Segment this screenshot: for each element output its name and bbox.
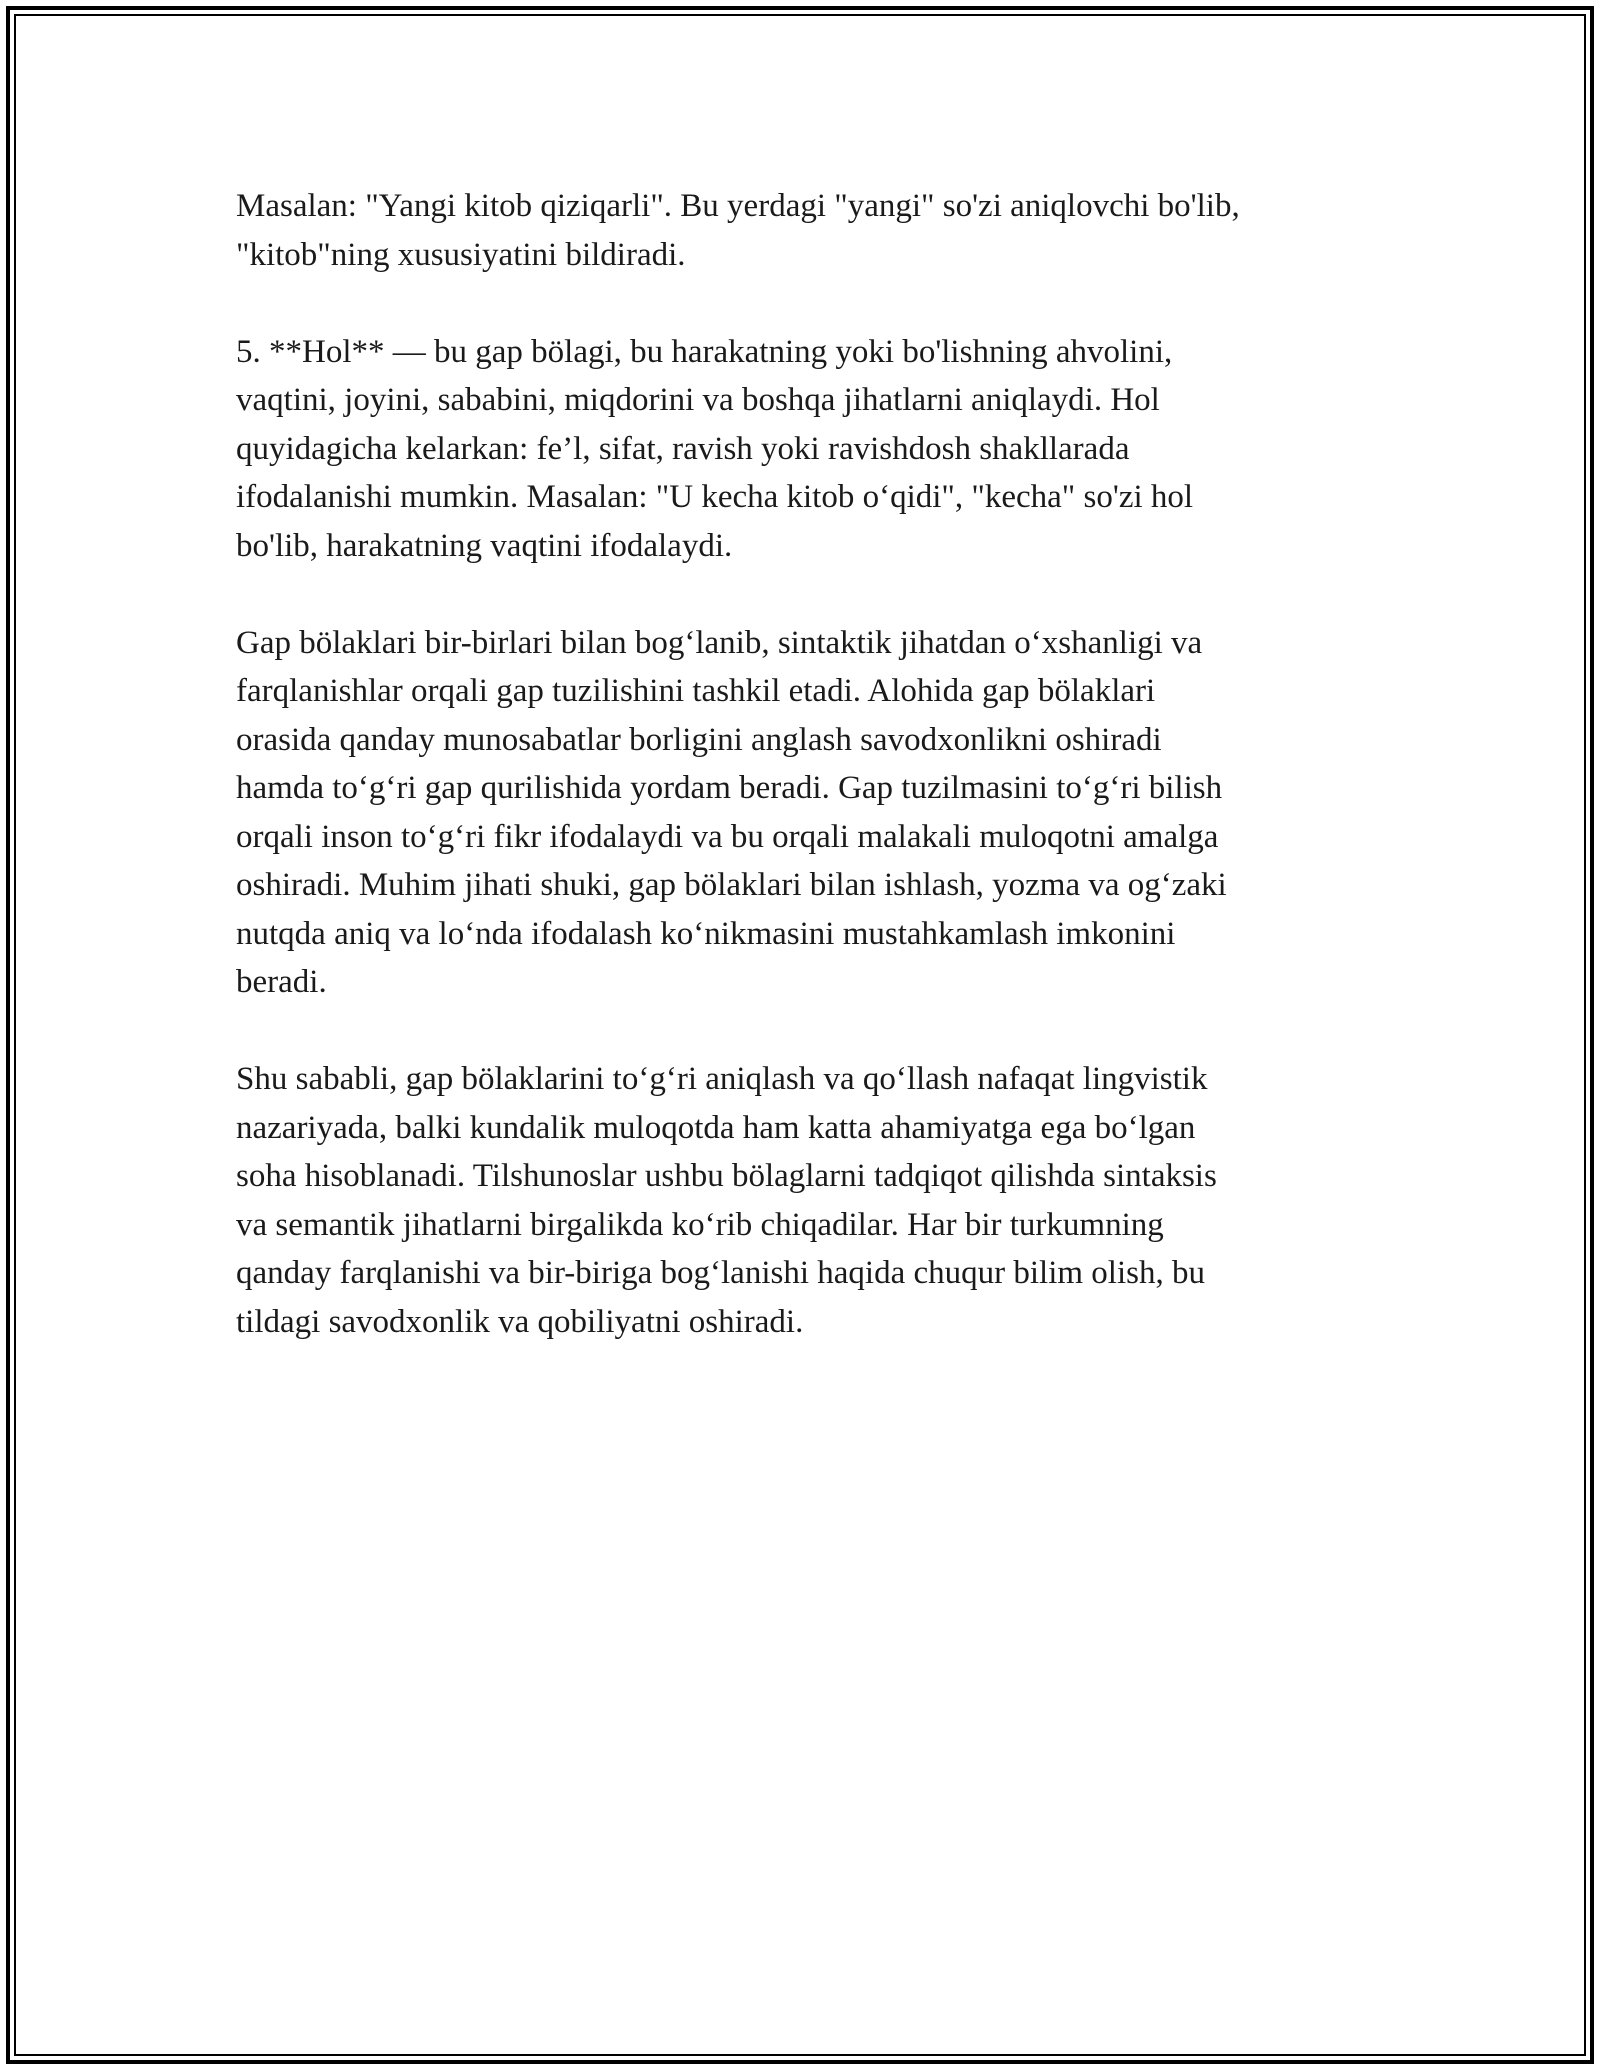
paragraph-gap-bolaklari: Gap bölaklari bir-birlari bilan bog‘lanib, sintaktik jihatdan o‘xshanligi va farqlanishlar orqali gap tuzilishini tashkil etadi. Alohida gap bölaklari orasida qanday munosabatlar borligini anglash savodxonlikni oshiradi hamda to‘g‘ri gap qurilishida yordam beradi. Gap tuzilmasini to‘g‘ri bilish orqali inson to‘g‘ri fikr ifodalaydi va bu orqali malakali muloqotni amalga oshiradi. Muhim jihati shuki, gap bölaklari bilan ishlash, yozma va og‘zaki nutqda aniq va lo‘nda ifodalash ko‘nikmasini mustahkamlash imkonini beradi.	[236, 624, 1227, 1000]
document-body	[236, 182, 1376, 1395]
paragraph-hol-definition: 5. **Hol** — bu gap bölagi, bu harakatning yoki bo'lishning ahvolini, vaqtini, joyini, sababini, miqdorini va boshqa jihatlarni aniqlaydi. Hol quyidagicha kelarkan: fe’l, sifat, ravish yoki ravishdosh shakllarada ifodalanishi mumkin. Masalan: "U kecha kitob o‘qidi", "kecha" so'zi hol bo'lib, harakatning vaqtini ifodalaydi.	[236, 333, 1194, 564]
paragraph-conclusion: Shu sababli, gap bölaklarini to‘g‘ri aniqlash va qo‘llash nafaqat lingvistik nazariyada, balki kundalik muloqotda ham katta ahamiyatga ega bo‘lgan soha hisoblanadi. Tilshunoslar ushbu bölaglarni tadqiqot qilishda sintaksis va semantik jihatlarni birgalikda ko‘rib chiqadilar. Har bir turkumning qanday farqlanishi va bir-biriga bog‘lanishi haqida chuqur bilim olish, bu tildagi savodxonlik va qobiliyatni oshiradi.	[236, 1061, 1217, 1340]
paragraph-example-aniqlovchi: Masalan: "Yangi kitob qiziqarli". Bu yerdagi "yangi" so'zi aniqlovchi bo'lib, "kitob"ning xususiyatini bildiradi.	[236, 188, 1240, 273]
